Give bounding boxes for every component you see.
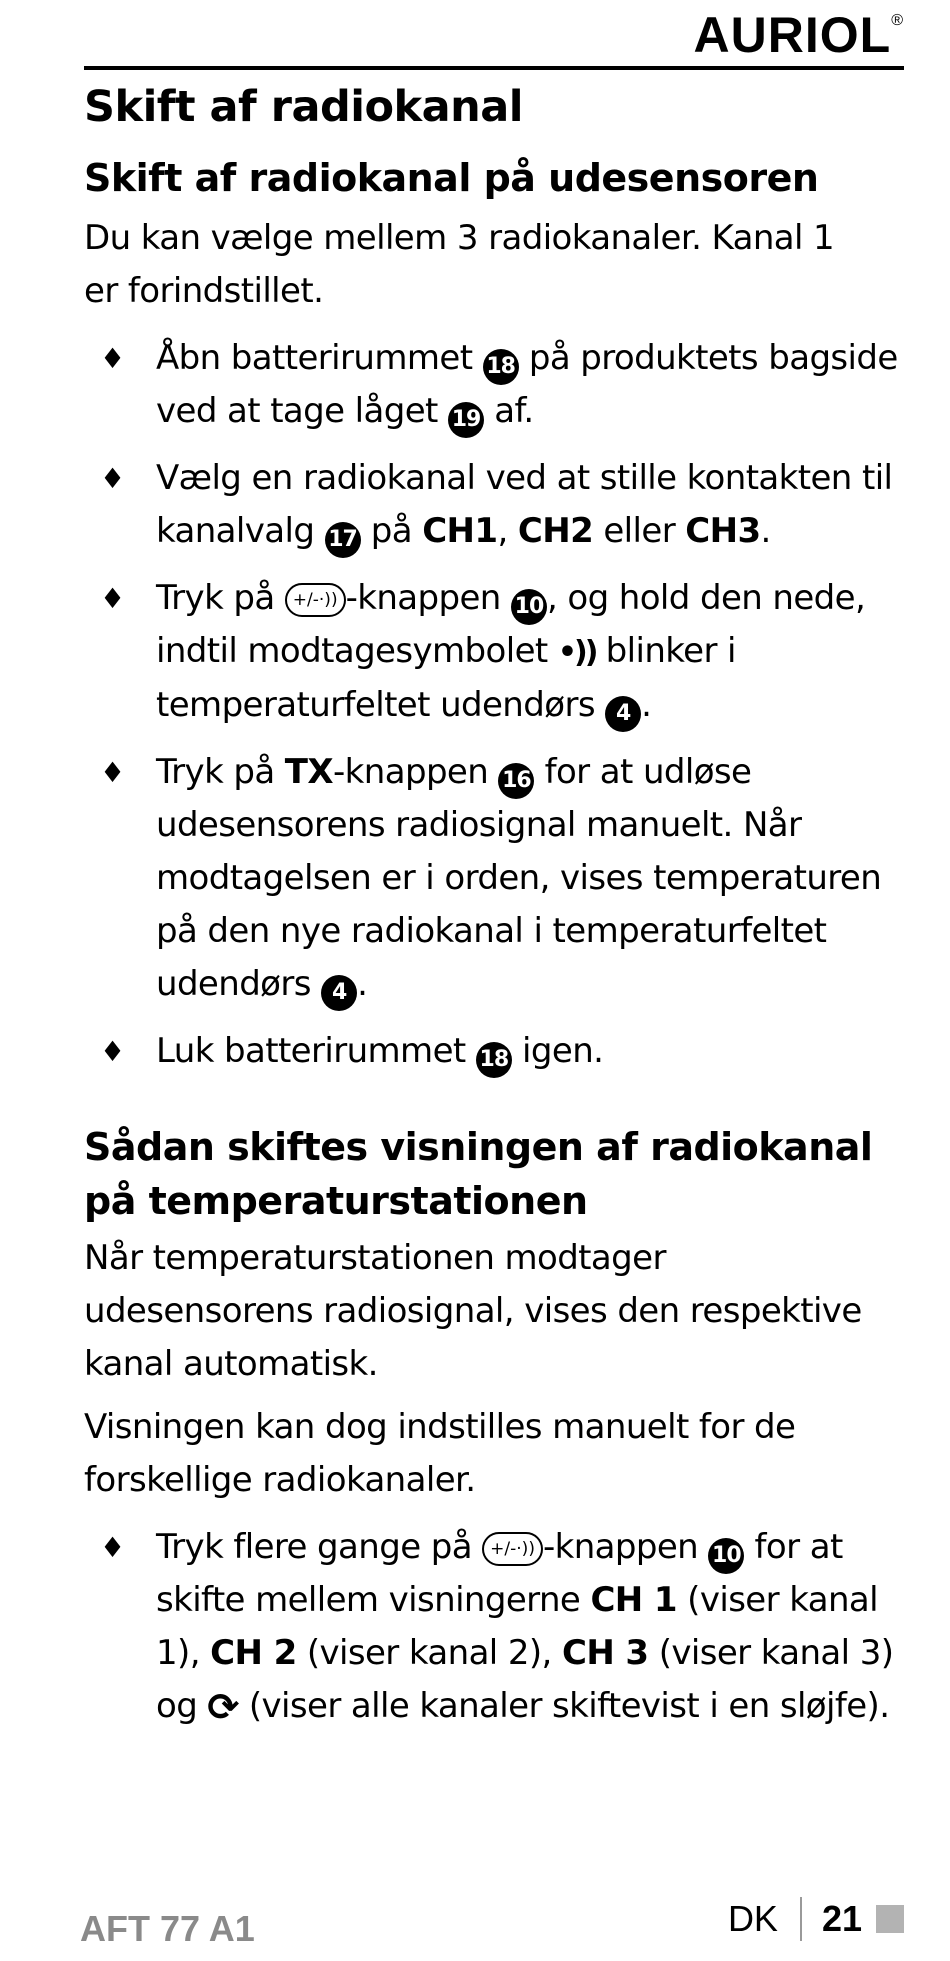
brand-logo: AURIOL® [693,7,904,63]
reception-signal-icon: •)) [557,635,596,670]
bullet-diamond-icon: ♦ [100,1531,125,1564]
header-rule [84,0,904,70]
body-text: Når temperaturstationen modtager udesensorens radiosignal, vises den respektive kanal automatisk. [84,1238,862,1384]
bullet-diamond-icon: ♦ [100,342,125,375]
intro-text: Du kan vælge mellem 3 radiokanaler. Kanal 1 er forindstillet. [84,218,835,311]
cycle-arrow-icon: ⟳ [207,1685,239,1729]
list-item: ♦ Luk batterirummet 18 igen. [84,1025,906,1078]
page-title: Skift af radiokanal [84,82,523,132]
list-item: ♦ Tryk flere gange på +/-·)) -knappen 10 for at skifte mellem visningerne CH 1 (viser kanal 1), CH 2 (viser kanal 2), CH 3 (viser kanal 3) og ⟳ (viser alle kanaler skiftevist i en sløjfe). [84,1521,906,1734]
plus-minus-signal-button-icon: +/-·)) [285,583,346,617]
bullet-diamond-icon: ♦ [100,462,125,495]
plus-minus-signal-button-icon: +/-·)) [482,1532,543,1566]
list-item: ♦ Åbn batterirummet 18 på produktets bagside ved at tage låget 19 af. [84,332,906,438]
page-marker-square [876,1905,904,1933]
section-station-display [84,1120,906,1748]
list-item: ♦ Tryk på +/-·)) -knappen 10 , og hold den nede, indtil modtagesymbolet •)) blinker i temperaturfeltet udendørs 4 . [84,572,906,732]
part-number-badge: 18 [476,1042,512,1078]
part-number-badge: 10 [511,589,547,625]
list-item: ♦ Tryk på TX-knappen 16 for at udløse udesensorens radiosignal manuelt. Når modtagelsen er i orden, vises temperaturen på den nye radiokanal i temperaturfeltet udendørs 4 . [84,746,906,1011]
model-number: AFT 77 A1 [80,1908,255,1949]
body-text: Visningen kan dog indstilles manuelt for de forskellige radiokanaler. [84,1407,796,1500]
part-number-badge: 19 [448,402,484,438]
page-number: 21 [821,1898,862,1939]
language-code: DK [727,1898,778,1939]
section-heading: Skift af radiokanal på udesensoren [84,156,819,200]
section-heading: Sådan skiftes visningen af radiokanal på temperaturstationen [84,1125,873,1223]
step-list [84,332,906,1078]
bullet-diamond-icon: ♦ [100,582,125,615]
part-number-badge: 4 [321,975,357,1011]
part-number-badge: 10 [708,1538,744,1574]
step-list [84,1521,906,1734]
part-number-badge: 4 [605,696,641,732]
part-number-badge: 18 [483,349,519,385]
bullet-diamond-icon: ♦ [100,1035,125,1068]
part-number-badge: 16 [498,763,534,799]
part-number-badge: 17 [325,522,361,558]
page-footer [728,1897,904,1941]
list-item: ♦ Vælg en radiokanal ved at stille kontakten til kanalvalg 17 på CH1, CH2 eller CH3. [84,452,906,558]
footer-divider [800,1897,802,1941]
bullet-diamond-icon: ♦ [100,756,125,789]
section-outdoor-sensor [84,156,906,1092]
